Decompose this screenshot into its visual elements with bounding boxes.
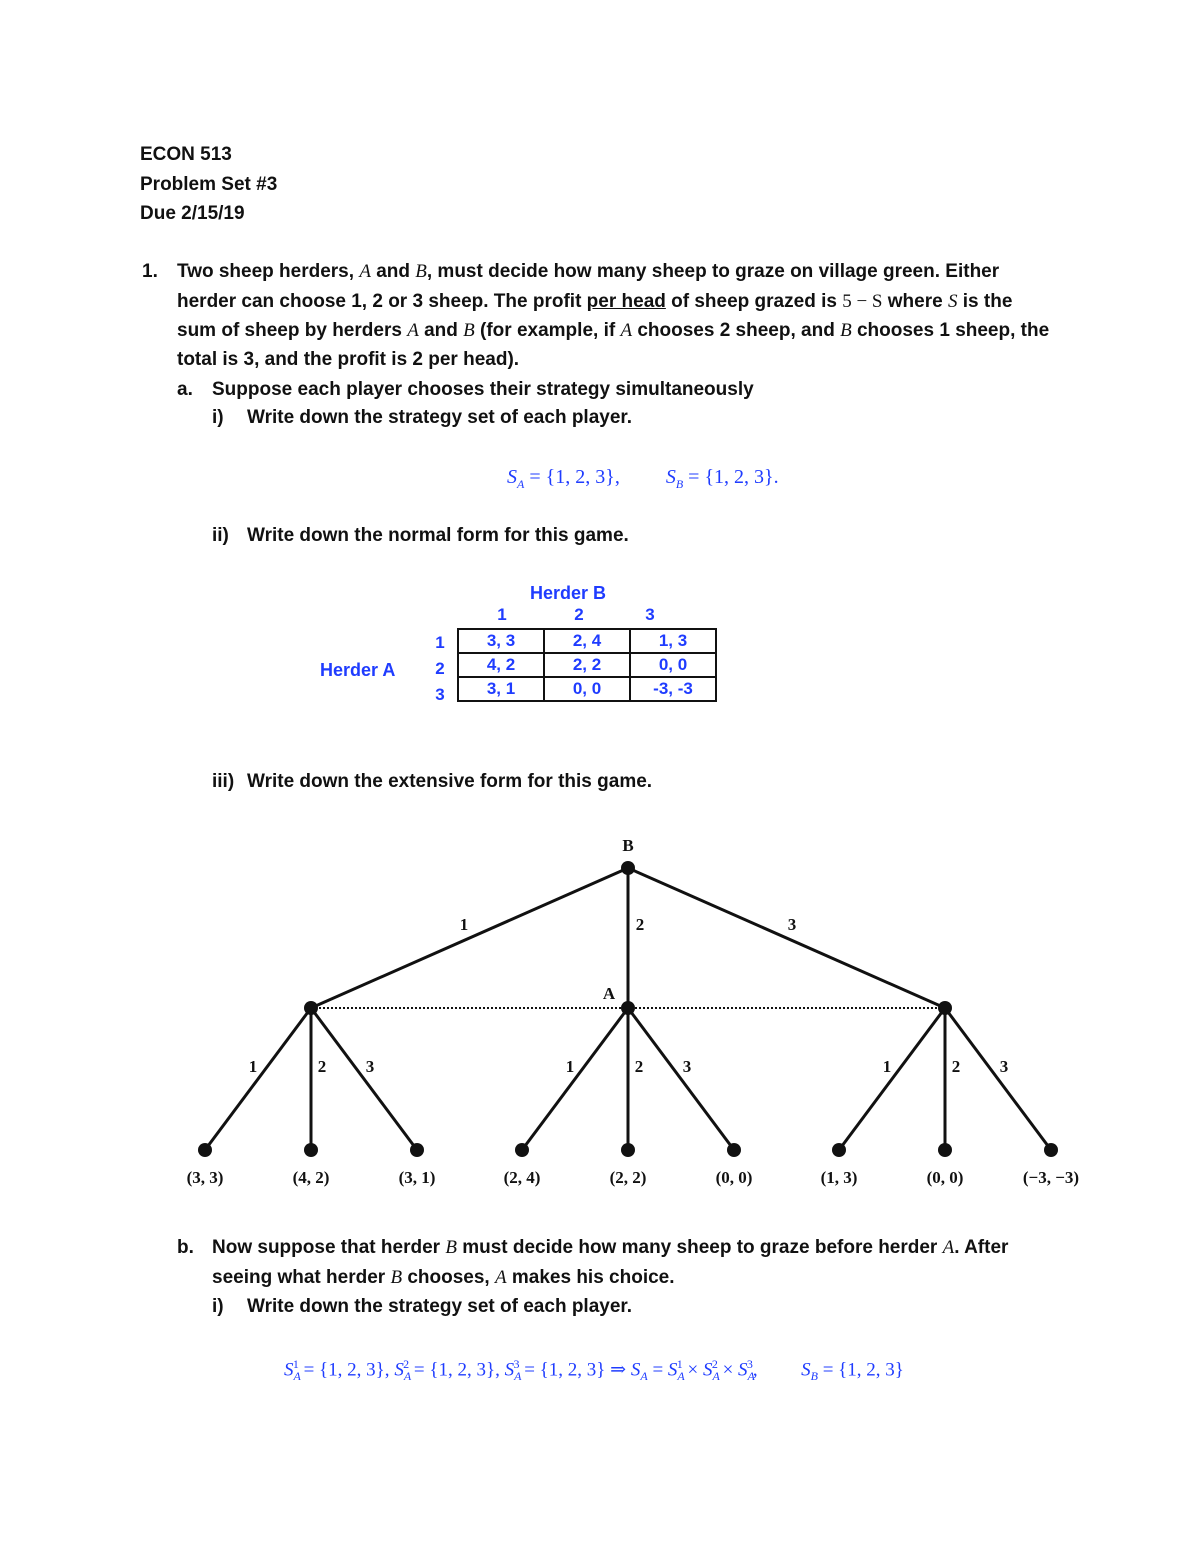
edge-label: 1 (248, 1057, 258, 1076)
question-number: 1. (142, 261, 158, 282)
question-line-1: Two sheep herders, A and B, must decide how many sheep to graze on village green. Either (177, 261, 1000, 282)
tree-edge (628, 868, 945, 1008)
column-player-label: Herder B (530, 583, 607, 603)
column-strategy: 2 (574, 605, 584, 624)
edge-label: 3 (999, 1057, 1009, 1076)
terminal-node (727, 1143, 741, 1157)
terminal-node (515, 1143, 529, 1157)
edge-label: 2 (951, 1057, 961, 1076)
edge-label: 3 (365, 1057, 375, 1076)
payoff-cell: 0, 0 (630, 653, 716, 677)
part-b-label: b. (177, 1237, 194, 1258)
question-line-4: total is 3, and the profit is 2 per head). (177, 349, 520, 370)
part-a-ii-label: ii) (212, 525, 229, 546)
edge-label: 2 (635, 915, 645, 934)
tree-edge (311, 1008, 417, 1150)
part-a-ii-text: Write down the normal form for this game. (247, 525, 629, 546)
payoff-label: (2, 4) (503, 1168, 541, 1187)
part-b-line-2: seeing what herder B chooses, A makes his choice. (212, 1267, 675, 1288)
payoff-cell: -3, -3 (630, 677, 716, 701)
strategy-set-answer: $S_A = \{1$, 2, 3}, $S_B = \{1$, 2, 3}. (507, 466, 779, 491)
payoff-label: (−3, −3) (1022, 1168, 1080, 1187)
problem-set-title: Problem Set #3 (140, 174, 278, 195)
info-set-label: A (602, 984, 616, 1003)
terminal-node (198, 1143, 212, 1157)
column-strategy: 3 (645, 605, 655, 624)
edge-label: 1 (459, 915, 469, 934)
terminal-node (304, 1143, 318, 1157)
part-b-line-1: Now suppose that herder B must decide how many sheep to graze before herder A. After (212, 1237, 1009, 1258)
tree-edge (205, 1008, 311, 1150)
row-player-label: Herder A (320, 660, 396, 680)
row-strategy: 3 (435, 685, 445, 704)
payoff-label: (0, 0) (715, 1168, 753, 1187)
root-node (621, 861, 635, 875)
edge-label: 2 (317, 1057, 327, 1076)
decision-node (304, 1001, 318, 1015)
row-strategy: 2 (435, 659, 445, 678)
decision-node (621, 1001, 635, 1015)
tree-edge (839, 1008, 945, 1150)
row-strategy: 1 (435, 633, 445, 652)
tree-edge (311, 868, 628, 1008)
part-a-text: Suppose each player chooses their strategy simultaneously (212, 379, 754, 400)
terminal-node (832, 1143, 846, 1157)
part-a-label: a. (177, 379, 193, 400)
terminal-node (1044, 1143, 1058, 1157)
terminal-node (621, 1143, 635, 1157)
edge-label: 1 (882, 1057, 892, 1076)
question-line-3: sum of sheep by herders A and B (for example, if A chooses 2 sheep, and B chooses 1 sheep, the (177, 320, 1050, 341)
column-strategy: 1 (497, 605, 507, 624)
payoff-label: (3, 3) (186, 1168, 224, 1187)
part-b-i-label: i) (212, 1296, 224, 1317)
payoff-cell: 3, 3 (458, 629, 544, 653)
tree-edge (945, 1008, 1051, 1150)
question-line-2: herder can choose 1, 2 or 3 sheep. The profit per head of sheep grazed is 5 − S where S is the (177, 291, 1013, 312)
tree-edge (628, 1008, 734, 1150)
root-node-label: B (622, 836, 634, 855)
part-b-i-text: Write down the strategy set of each player. (247, 1296, 633, 1317)
part-a-i-text: Write down the strategy set of each player. (247, 407, 633, 428)
payoff-label: (1, 3) (820, 1168, 858, 1187)
payoff-cell: 0, 0 (544, 677, 630, 701)
payoff-label: (3, 1) (398, 1168, 436, 1187)
payoff-label: (4, 2) (292, 1168, 330, 1187)
tree-edge (522, 1008, 628, 1150)
payoff-cell: 2, 4 (544, 629, 630, 653)
payoff-label: (0, 0) (926, 1168, 964, 1187)
payoff-cell: 4, 2 (458, 653, 544, 677)
due-date: Due 2/15/19 (140, 203, 245, 224)
part-a-iii-label: iii) (212, 771, 235, 792)
payoff-label: (2, 2) (609, 1168, 647, 1187)
edge-label: 3 (682, 1057, 692, 1076)
payoff-cell: 3, 1 (458, 677, 544, 701)
payoff-cell: 1, 3 (630, 629, 716, 653)
decision-node (938, 1001, 952, 1015)
payoff-cell: 2, 2 (544, 653, 630, 677)
terminal-node (938, 1143, 952, 1157)
part-a-i-label: i) (212, 407, 224, 428)
edge-label: 2 (634, 1057, 644, 1076)
course-title: ECON 513 (140, 144, 232, 165)
terminal-node (410, 1143, 424, 1157)
edge-label: 1 (565, 1057, 575, 1076)
part-a-iii-text: Write down the extensive form for this game. (247, 771, 653, 792)
edge-label: 3 (787, 915, 797, 934)
sequential-strategy-set-answer: $S_A^1 = \{1$, 2, 3}, $S_A^2 = \{1$, 2, 3}, $S_A^3 = \{1$, 2, 3} ⇒ $S_A = S_A^1 \times S_A^2 \times S_A^3$, $S_B = \{1$, 2, 3} (284, 1357, 904, 1384)
